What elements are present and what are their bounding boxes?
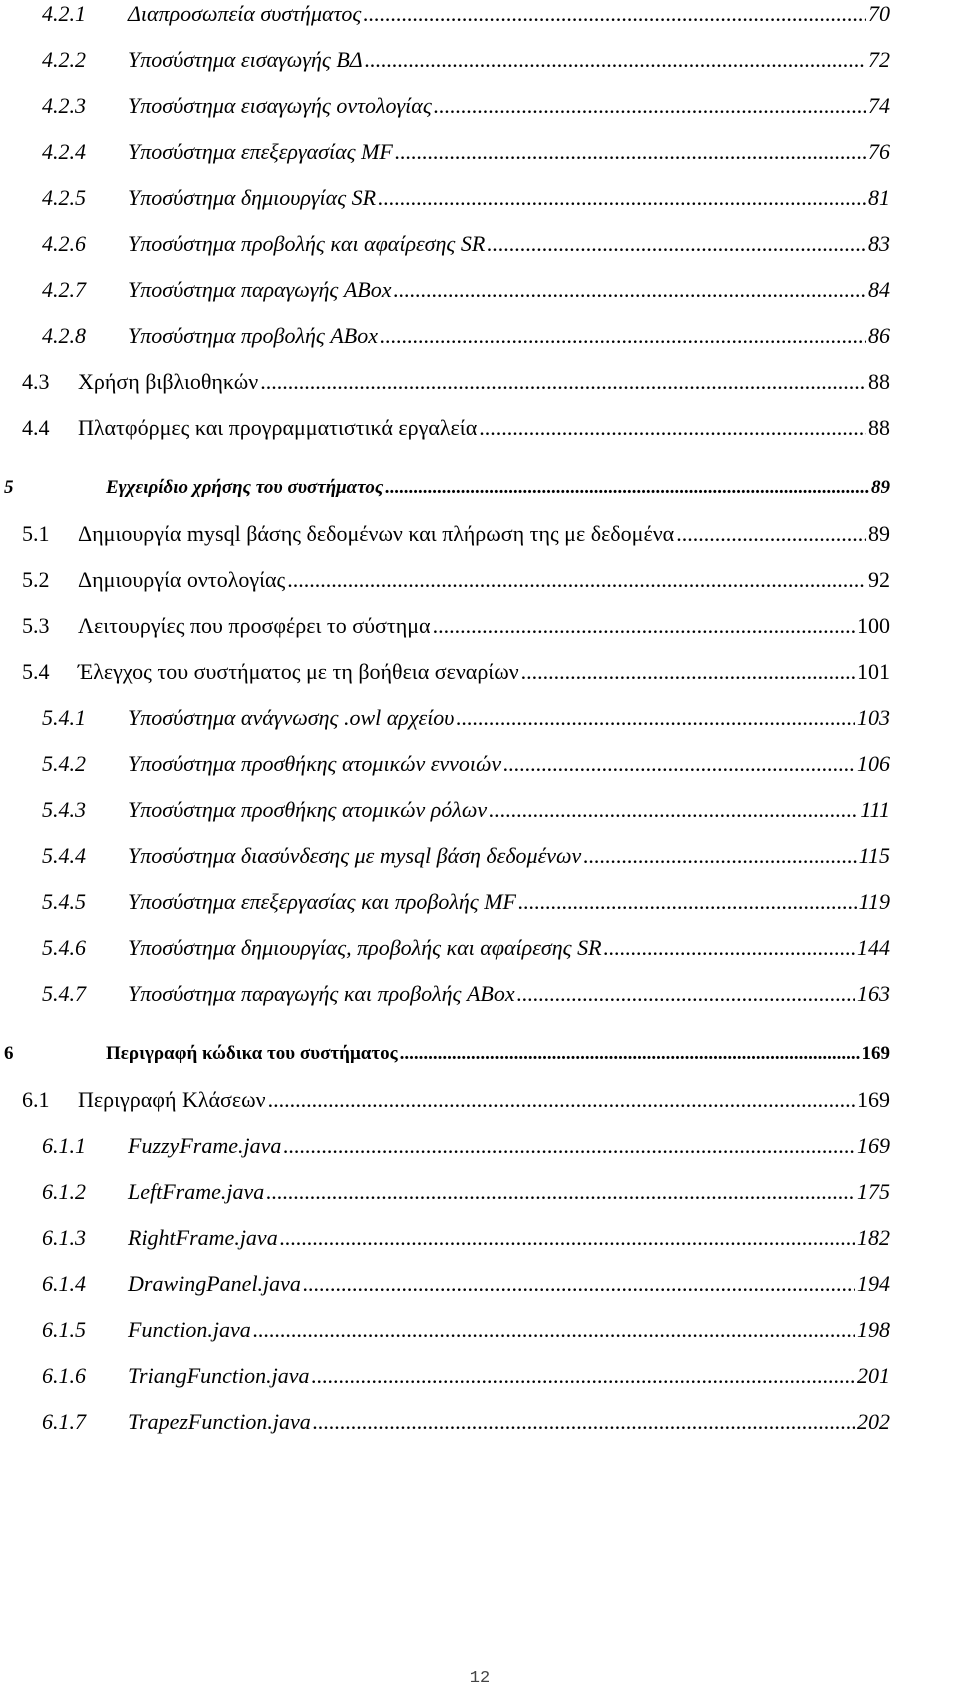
toc-entry-title: Λειτουργίες που προσφέρει το σύστημα (78, 613, 431, 638)
toc-dot-leader (676, 518, 866, 550)
toc-entry-page: 84 (868, 277, 890, 302)
toc-entry-number: 6.1 (22, 1087, 50, 1112)
toc-entry-number: 4.2.4 (42, 139, 86, 164)
toc-entry-number: 5.2 (22, 567, 50, 592)
toc-entry[interactable] (0, 136, 890, 168)
toc-entry-title: Υποσύστημα παραγωγής ABox (128, 277, 392, 302)
toc-dot-leader (283, 1130, 855, 1162)
toc-entry-number: 6 (4, 1043, 14, 1064)
toc-entry-number: 4.2.5 (42, 185, 86, 210)
toc-entry[interactable] (0, 1176, 890, 1208)
toc-dot-leader (365, 44, 866, 76)
toc-entry[interactable] (0, 90, 890, 122)
toc-entry-number: 4.3 (22, 369, 50, 394)
toc-entry-number: 4.2.7 (42, 277, 86, 302)
toc-entry-page: 201 (857, 1363, 890, 1388)
toc-entry-title: Υποσύστημα προβολής και αφαίρεσης SR (128, 231, 486, 256)
toc-entry-page: 76 (868, 139, 890, 164)
toc-entry-page: 83 (868, 231, 890, 256)
toc-dot-leader (378, 182, 866, 214)
toc-dot-leader (583, 840, 856, 872)
toc-entry-page: 198 (857, 1317, 890, 1342)
toc-dot-leader (604, 932, 855, 964)
toc-dot-leader (287, 564, 866, 596)
toc-dot-leader (489, 794, 858, 826)
toc-entry[interactable] (0, 472, 890, 504)
page-number: 12 (469, 1669, 491, 1688)
toc-entry-number: 5.4.4 (42, 843, 86, 868)
toc-entry-title: Υποσύστημα παραγωγής και προβολής ABox (128, 981, 515, 1006)
toc-entry-page: 101 (857, 659, 890, 684)
toc-dot-leader (260, 366, 866, 398)
toc-entry-number: 5.4.6 (42, 935, 86, 960)
toc-dot-leader (487, 228, 866, 260)
toc-entry-number: 5.4.7 (42, 981, 86, 1006)
toc-entry[interactable] (0, 518, 890, 550)
toc-dot-leader (393, 274, 866, 306)
toc-entry-title: Υποσύστημα προσθήκης ατομικών ρόλων (128, 797, 488, 822)
toc-entry-number: 4.2.1 (42, 1, 86, 26)
toc-entry-number: 6.1.1 (42, 1133, 86, 1158)
toc-entry-number: 6.1.6 (42, 1363, 86, 1388)
toc-entry-title: Υποσύστημα διασύνδεσης με mysql βάση δεδομένων (128, 843, 582, 868)
toc-entry-number: 4.2.8 (42, 323, 86, 348)
toc-dot-leader (517, 978, 855, 1010)
toc-entry[interactable] (0, 1406, 890, 1438)
toc-entry[interactable] (0, 794, 890, 826)
toc-entry[interactable] (0, 320, 890, 352)
toc-entry-number: 4.2.3 (42, 93, 86, 118)
toc-entry-page: 89 (871, 477, 890, 498)
toc-entry-number: 5.4.3 (42, 797, 86, 822)
toc-dot-leader (280, 1222, 855, 1254)
toc-dot-leader (456, 702, 855, 734)
toc-entry[interactable] (0, 412, 890, 444)
toc-entry-title: Πλατφόρμες και προγραμματιστικά εργαλεία (78, 415, 478, 440)
toc-entry[interactable] (0, 1130, 890, 1162)
toc-entry-title: Υποσύστημα επεξεργασίας MF (128, 139, 393, 164)
toc-entry[interactable] (0, 228, 890, 260)
toc-entry-number: 4.2.2 (42, 47, 86, 72)
toc-entry-page: 163 (857, 981, 890, 1006)
toc-entry-number: 6.1.7 (42, 1409, 86, 1434)
toc-entry-number: 4.2.6 (42, 231, 86, 256)
toc-entry[interactable] (0, 44, 890, 76)
toc-entry-title: Δημιουργία mysql βάσης δεδομένων και πλήρωση της με δεδομένα (78, 521, 675, 546)
toc-dot-leader (521, 656, 855, 688)
toc-entry[interactable] (0, 978, 890, 1010)
toc-entry-title: LeftFrame.java (128, 1179, 265, 1204)
toc-entry[interactable] (0, 0, 890, 30)
toc-entry-page: 88 (868, 369, 890, 394)
toc-entry-title: Υποσύστημα επεξεργασίας και προβολής MF (128, 889, 516, 914)
toc-entry-number: 6.1.5 (42, 1317, 86, 1342)
toc-entry-page: 119 (858, 889, 890, 914)
toc-entry-page: 88 (868, 415, 890, 440)
toc-entry-number: 5.4.2 (42, 751, 86, 776)
toc-dot-leader (433, 610, 855, 642)
toc-dot-leader (266, 1176, 855, 1208)
toc-entry[interactable] (0, 1222, 890, 1254)
toc-entry[interactable] (0, 656, 890, 688)
toc-entry-title: Χρήση βιβλιοθηκών (78, 369, 259, 394)
toc-entry-title: DrawingPanel.java (128, 1271, 301, 1296)
toc-dot-leader (380, 320, 866, 352)
toc-entry-page: 111 (860, 797, 890, 822)
toc-entry-title: Υποσύστημα προβολής ABox (128, 323, 378, 348)
toc-entry-number: 5.1 (22, 521, 50, 546)
toc-entry[interactable] (0, 932, 890, 964)
toc-dot-leader (479, 412, 866, 444)
toc-entry-page: 169 (861, 1043, 890, 1064)
toc-entry-title: Υποσύστημα προσθήκης ατομικών εννοιών (128, 751, 502, 776)
toc-entry-title: Function.java (128, 1317, 251, 1342)
toc-dot-leader (434, 90, 866, 122)
toc-entry-page: 194 (857, 1271, 890, 1296)
toc-entry-title: Περιγραφή Κλάσεων (78, 1087, 266, 1112)
toc-entry[interactable] (0, 1084, 890, 1116)
toc-entry-number: 5 (4, 477, 14, 498)
toc-entry-title: RightFrame.java (128, 1225, 278, 1250)
toc-entry[interactable] (0, 366, 890, 398)
toc-entry-page: 81 (868, 185, 890, 210)
toc-entry-page: 202 (857, 1409, 890, 1434)
toc-entry-page: 100 (857, 613, 890, 638)
toc-dot-leader (253, 1314, 855, 1346)
toc-entry-title: Υποσύστημα εισαγωγής ΒΔ (128, 47, 363, 72)
toc-entry-number: 6.1.4 (42, 1271, 86, 1296)
toc-entry[interactable] (0, 274, 890, 306)
toc-entry[interactable] (0, 564, 890, 596)
toc-entry[interactable] (0, 1268, 890, 1300)
toc-entry[interactable] (0, 886, 890, 918)
toc-entry[interactable] (0, 182, 890, 214)
toc-dot-leader (385, 472, 869, 504)
toc-entry[interactable] (0, 1360, 890, 1392)
toc-dot-leader (503, 748, 855, 780)
toc-dot-leader (312, 1360, 856, 1392)
toc-entry-page: 86 (868, 323, 890, 348)
toc-entry-page: 103 (857, 705, 890, 730)
toc-dot-leader (303, 1268, 855, 1300)
toc-entry-page: 106 (857, 751, 890, 776)
toc-entry-page: 89 (868, 521, 890, 546)
toc-dot-leader (313, 1406, 855, 1438)
toc-dot-leader (518, 886, 857, 918)
toc-entry-number: 5.3 (22, 613, 50, 638)
toc-entry[interactable] (0, 702, 890, 734)
toc-entry-number: 4.4 (22, 415, 50, 440)
toc-dot-leader (268, 1084, 855, 1116)
toc-entry-title: Υποσύστημα δημιουργίας SR (128, 185, 377, 210)
toc-entry-page: 74 (868, 93, 890, 118)
toc-entry-title: TriangFunction.java (128, 1363, 310, 1388)
toc-entry-page: 169 (857, 1087, 890, 1112)
toc-entry-page: 72 (868, 47, 890, 72)
toc-entry-number: 5.4.1 (42, 705, 86, 730)
toc-entry-page: 70 (868, 1, 890, 26)
toc-entry-page: 92 (868, 567, 890, 592)
toc-entry-title: TrapezFunction.java (128, 1409, 311, 1434)
toc-entry[interactable] (0, 1314, 890, 1346)
toc-entry-title: FuzzyFrame.java (128, 1133, 282, 1158)
toc-dot-leader (400, 1038, 860, 1070)
toc-entry-page: 115 (858, 843, 890, 868)
toc-entry-title: Έλεγχος του συστήματος με τη βοήθεια σεναρίων (78, 659, 519, 684)
toc-dot-leader (395, 136, 866, 168)
toc-entry-title: Διαπροσωπεία συστήματος (128, 1, 362, 26)
toc-entry-title: Υποσύστημα δημιουργίας, προβολής και αφαίρεσης SR (128, 935, 602, 960)
toc-entry-page: 144 (857, 935, 890, 960)
toc-entry-title: Υποσύστημα ανάγνωσης .owl αρχείου (128, 705, 455, 730)
toc-entry[interactable] (0, 840, 890, 872)
toc-entry-number: 5.4 (22, 659, 50, 684)
toc-entry-title: Περιγραφή κώδικα του συστήματος (106, 1043, 398, 1064)
toc-entry-page: 175 (857, 1179, 890, 1204)
toc-entry-number: 6.1.3 (42, 1225, 86, 1250)
toc-entry[interactable] (0, 748, 890, 780)
toc-entry-title: Εγχειρίδιο χρήσης του συστήματος (106, 477, 384, 498)
toc-dot-leader (363, 0, 866, 30)
toc-entry[interactable] (0, 1038, 890, 1070)
toc-entry-number: 6.1.2 (42, 1179, 86, 1204)
toc-entry-page: 182 (857, 1225, 890, 1250)
toc-entry-page: 169 (857, 1133, 890, 1158)
toc-entry[interactable] (0, 610, 890, 642)
toc-entry-title: Υποσύστημα εισαγωγής οντολογίας (128, 93, 432, 118)
toc-entry-number: 5.4.5 (42, 889, 86, 914)
toc-entry-title: Δημιουργία οντολογίας (78, 567, 286, 592)
